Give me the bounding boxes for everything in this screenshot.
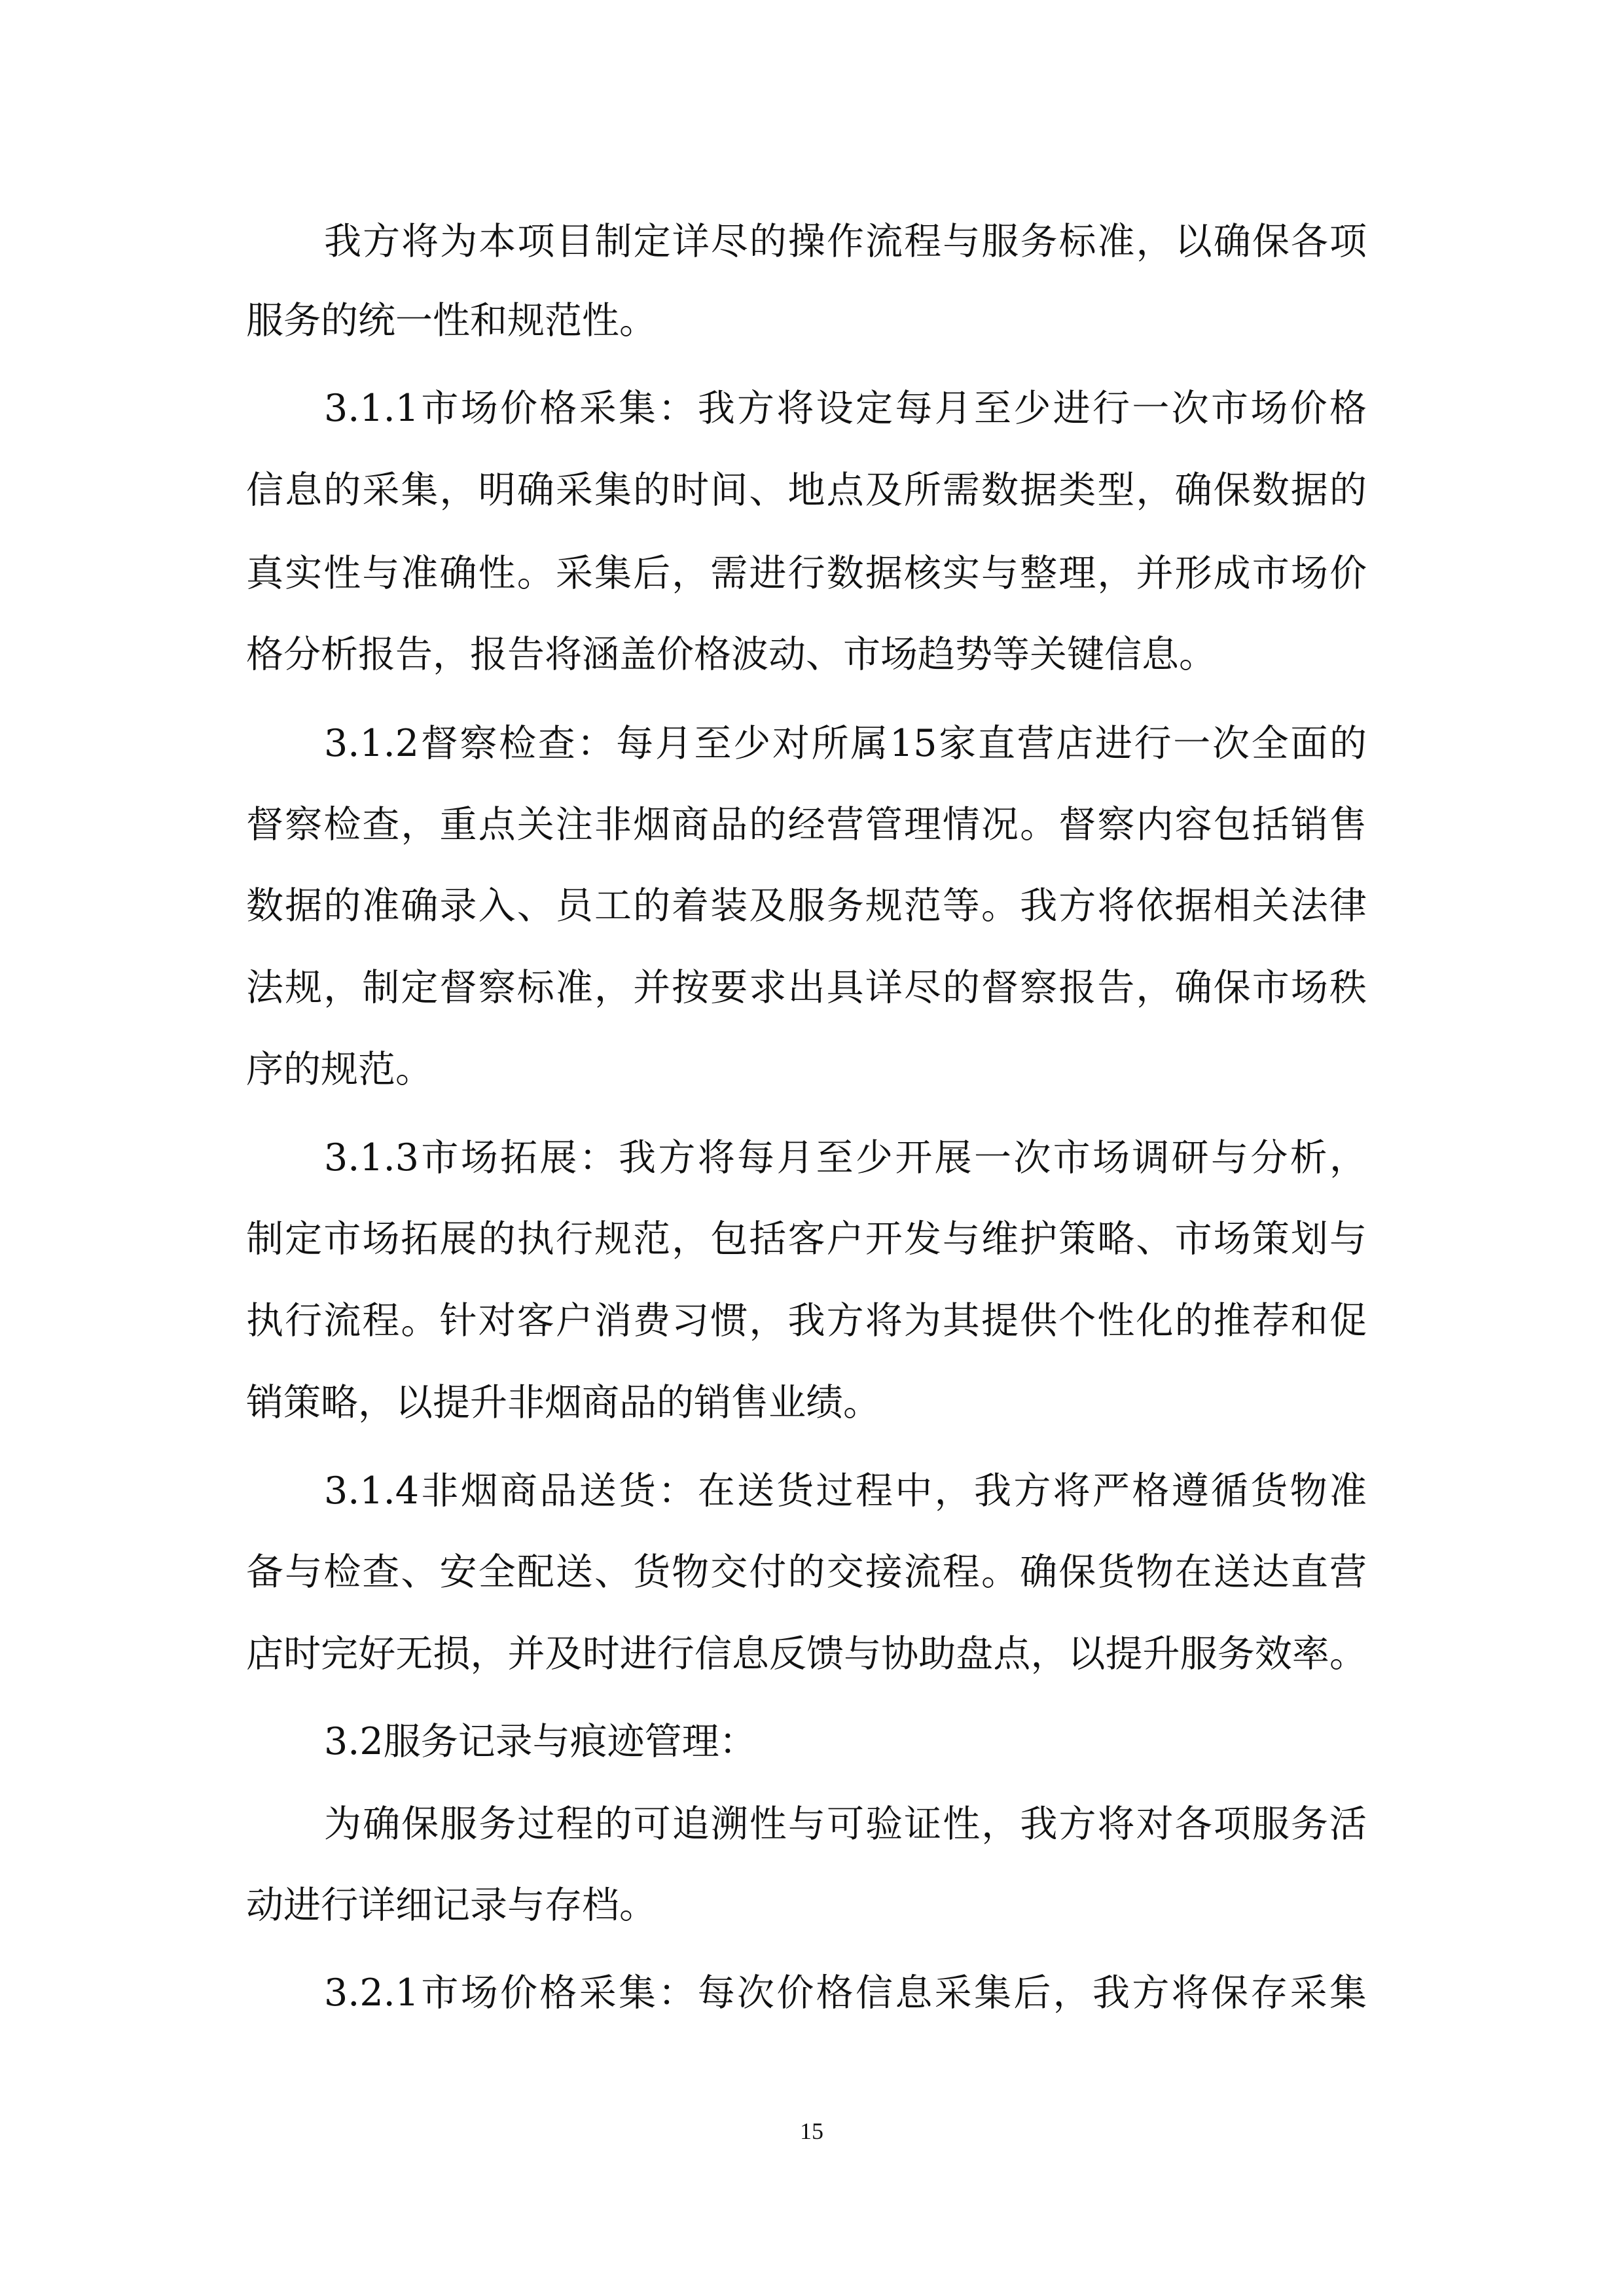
paragraph-line: 真实性与准确性。采集后，需进行数据核实与整理，并形成市场价	[246, 552, 1367, 595]
paragraph-line: 店时完好无损，并及时进行信息反馈与协助盘点，以提升服务效率。	[246, 1632, 1367, 1676]
paragraph-line: 督察检查，重点关注非烟商品的经营管理情况。督察内容包括销售	[246, 803, 1367, 846]
section-3-2-heading: 3.2服务记录与痕迹管理：	[324, 1720, 757, 1763]
paragraph-line: 执行流程。针对客户消费习惯，我方将为其提供个性化的推荐和促	[246, 1299, 1367, 1342]
paragraph-line: 格分析报告，报告将涵盖价格波动、市场趋势等关键信息。	[246, 633, 1216, 676]
paragraph-line: 序的规范。	[246, 1048, 433, 1091]
paragraph-line: 备与检查、安全配送、货物交付的交接流程。确保货物在送达直营	[246, 1551, 1367, 1594]
section-3-1-4-heading-line: 3.1.4非烟商品送货：在送货过程中，我方将严格遵循货物准	[324, 1469, 1367, 1513]
paragraph-line: 服务的统一性和规范性。	[246, 299, 657, 342]
section-3-1-3-heading-line: 3.1.3市场拓展：我方将每月至少开展一次市场调研与分析，	[324, 1136, 1367, 1179]
paragraph-line: 我方将为本项目制定详尽的操作流程与服务标准，以确保各项	[324, 220, 1367, 263]
paragraph-line: 法规，制定督察标准，并按要求出具详尽的督察报告，确保市场秩	[246, 966, 1367, 1009]
section-3-1-2-heading-line: 3.1.2督察检查：每月至少对所属15家直营店进行一次全面的	[324, 722, 1367, 765]
paragraph-line: 制定市场拓展的执行规范，包括客户开发与维护策略、市场策划与	[246, 1217, 1367, 1261]
paragraph-line: 数据的准确录入、员工的着装及服务规范等。我方将依据相关法律	[246, 884, 1367, 927]
page-number: 15	[800, 2118, 823, 2144]
section-3-2-1-heading-line: 3.2.1市场价格采集：每次价格信息采集后，我方将保存采集	[324, 1971, 1367, 2015]
paragraph-line: 动进行详细记录与存档。	[246, 1884, 657, 1927]
paragraph-line: 为确保服务过程的可追溯性与可验证性，我方将对各项服务活	[324, 1803, 1367, 1846]
section-3-1-1-heading-line: 3.1.1市场价格采集：我方将设定每月至少进行一次市场价格	[324, 387, 1367, 430]
paragraph-line: 信息的采集，明确采集的时间、地点及所需数据类型，确保数据的	[246, 469, 1367, 512]
paragraph-line: 销策略，以提升非烟商品的销售业绩。	[246, 1381, 880, 1424]
